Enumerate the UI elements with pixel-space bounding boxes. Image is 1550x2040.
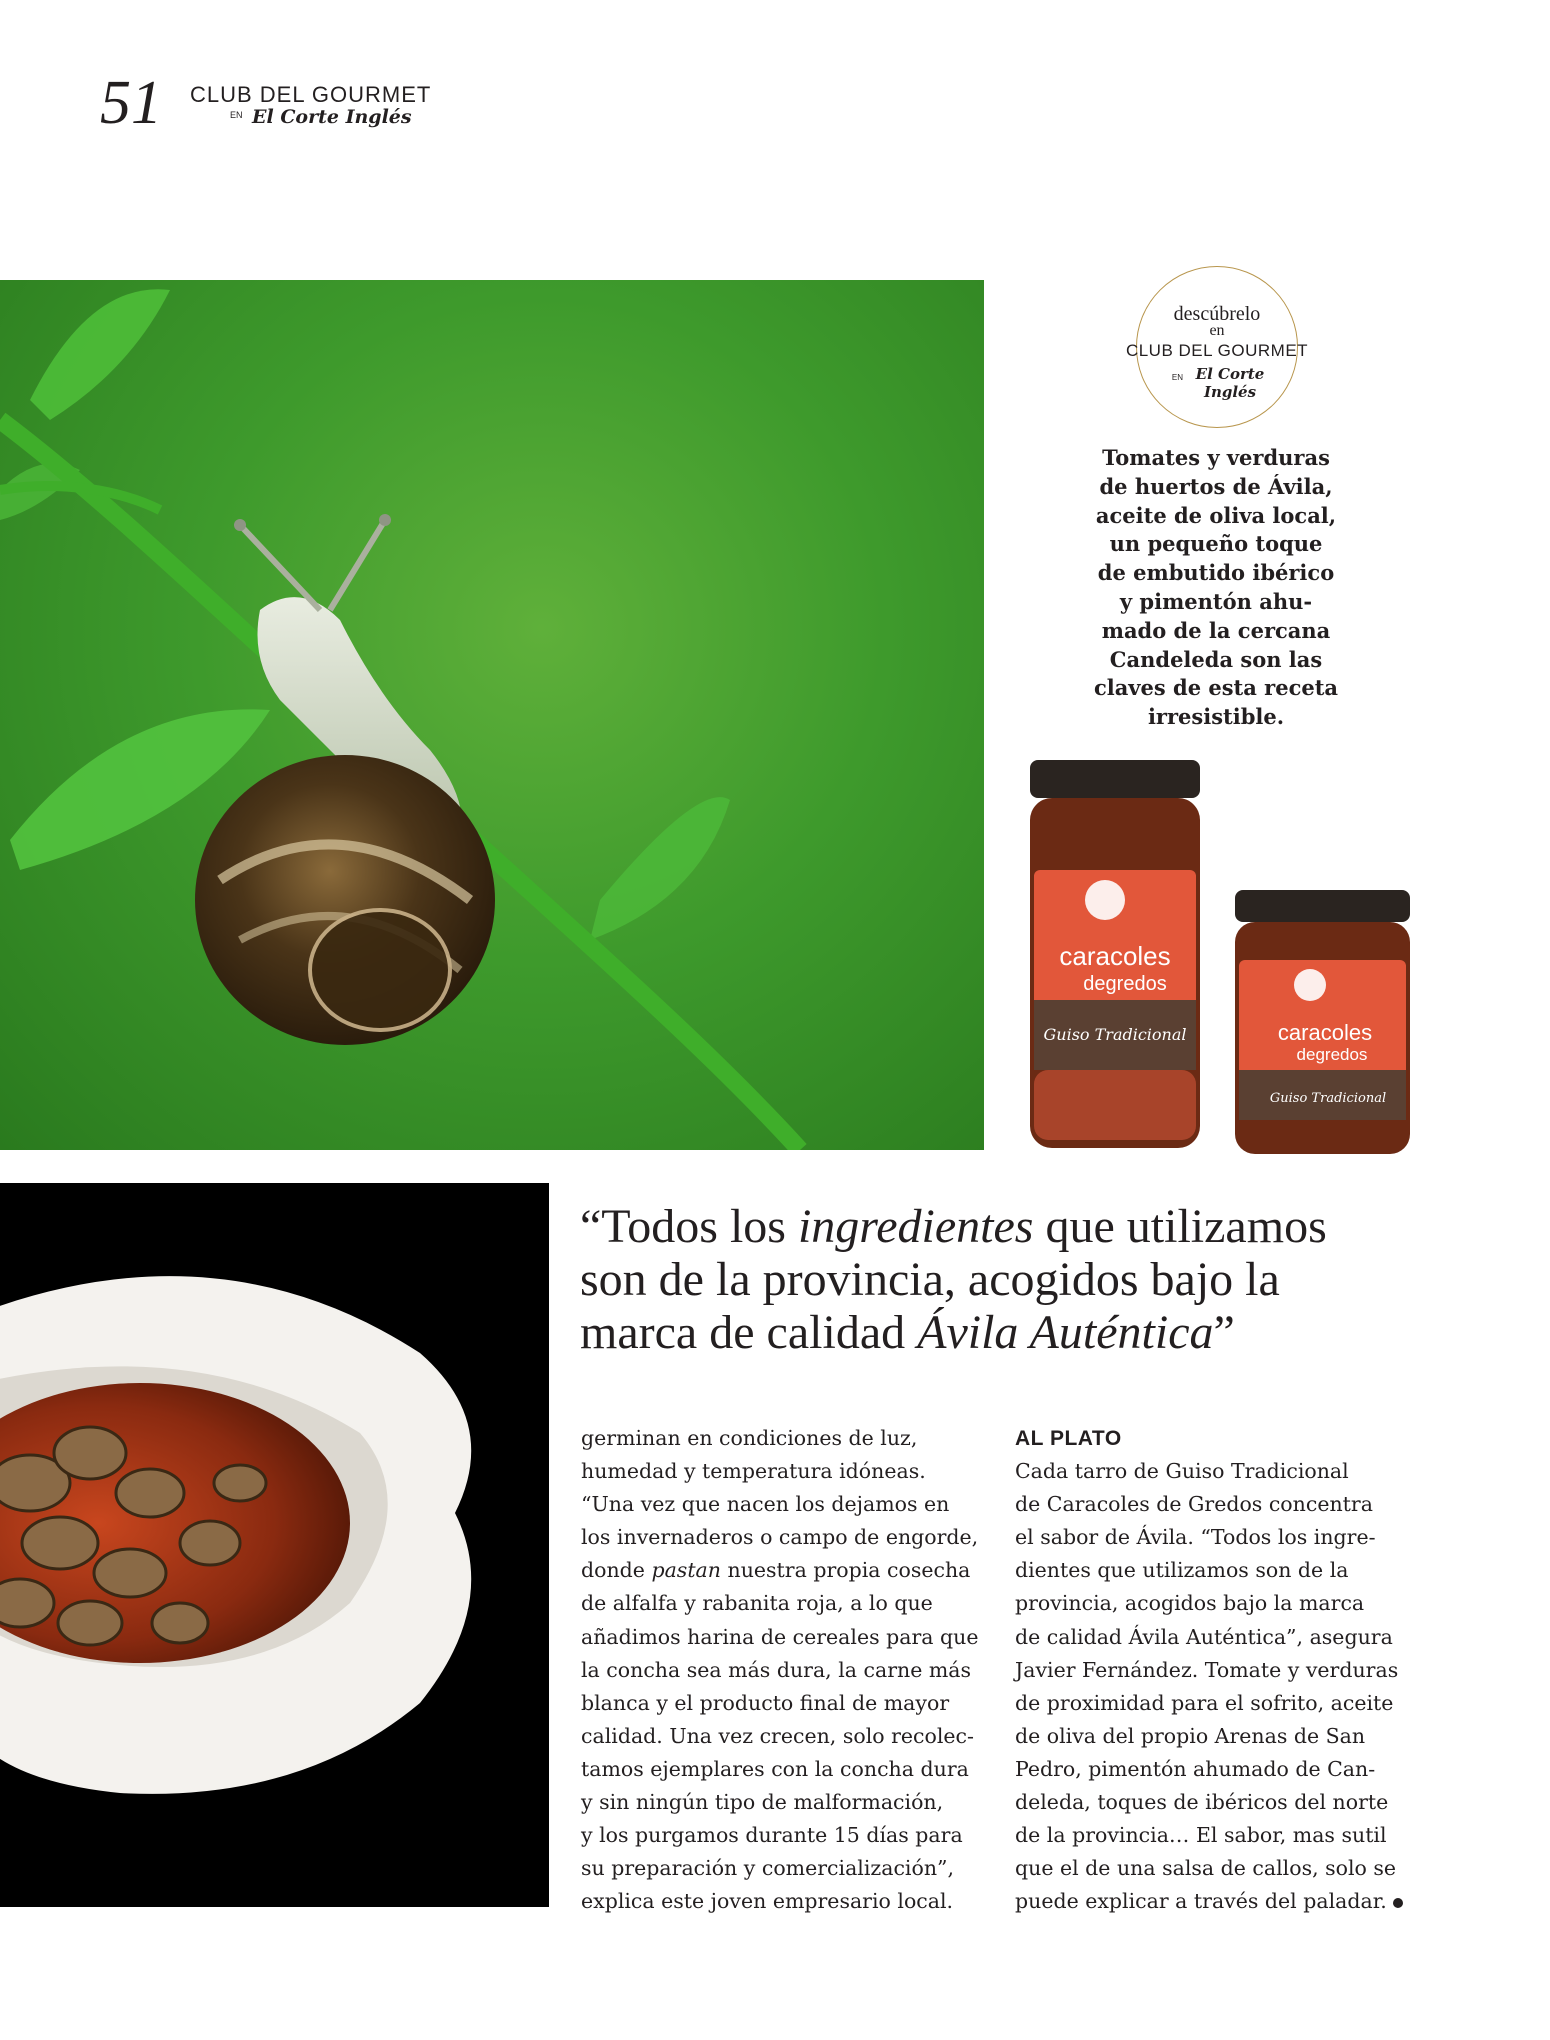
snail-illustration [0,280,984,1150]
body-line: el sabor de Ávila. “Todos los ingre- [1015,1525,1376,1550]
jar-product-name: Guiso Tradicional [1043,1025,1187,1044]
body-line: y sin ningún tipo de malformación, [581,1790,944,1815]
quote-text: marca de calidad [580,1306,918,1359]
body-column-left [581,1422,1001,1918]
body-line: de alfalfa y rabanita roja, a lo que [581,1591,933,1616]
badge-en-text: en [1209,322,1225,339]
body-line: que el de una salsa de callos, solo se [1015,1856,1397,1881]
brand-sub: EN [230,110,243,120]
pull-quote [580,1200,1460,1359]
badge-logo: El Corte Inglés [1195,365,1265,401]
product-jars-photo [1010,750,1430,1170]
body-line: de proximidad para el sofrito, aceite [1015,1690,1394,1715]
body-line: calidad. Una vez crecen, solo recolec- [581,1723,974,1748]
body-line: Cada tarro de Guiso Tradicional [1015,1459,1349,1484]
body-line: provincia, acogidos bajo la marca [1015,1591,1365,1616]
badge-discover-text: descúbrelo [1173,303,1261,325]
body-line: humedad y temperatura idóneas. [581,1459,926,1484]
quote-text: que utilizamos [1033,1200,1327,1253]
promo-line: de embutido ibérico [1097,560,1335,586]
promo-text [1090,444,1342,732]
quote-italic: Ávila Auténtica [917,1306,1214,1359]
promo-line: mado de la cercana [1101,617,1331,643]
promo-line: Tomates y verduras [1102,445,1330,470]
body-line [581,1554,1001,1587]
body-line: su preparación y comercialización”, [581,1856,955,1881]
body-line: deleda, toques de ibéricos del norte [1015,1790,1389,1815]
jar-small-brand-top: caracoles [1277,1020,1373,1045]
end-mark-icon [1393,1898,1403,1908]
jar-small-brand-bottom: degredos [1296,1045,1368,1064]
body-line: la concha sea más dura, la carne más [581,1657,972,1682]
body-line: los invernaderos o campo de engorde, [581,1525,979,1550]
promo-line: y pimentón ahu- [1119,588,1313,614]
body-line: germinan en condiciones de luz, [581,1426,918,1450]
promo-line: aceite de oliva local, [1095,502,1337,528]
badge-small-en: EN [1171,373,1183,382]
body-line: “Una vez que nacen los dejamos en [581,1492,950,1517]
quote-line-1 [580,1200,1460,1253]
body-italic: pastan [651,1558,721,1583]
body-line: explica este joven empresario local. [581,1889,954,1914]
club-del-gourmet-badge [1125,266,1309,428]
body-line: Pedro, pimentón ahumado de Can- [1015,1756,1376,1781]
body-line: de Caracoles de Gredos concentra [1015,1492,1373,1517]
promo-line: Candeleda son las [1109,646,1323,672]
promo-line: de huertos de Ávila, [1099,473,1333,499]
jar-brand-bottom: degredos [1083,973,1167,995]
brand-name: CLUB DEL GOURMET [190,82,432,107]
body-line-last [1015,1885,1435,1918]
brand-logo: El Corte Inglés [252,106,412,128]
promo-line: claves de esta receta [1093,675,1339,701]
jars-illustration [1010,750,1430,1170]
body-line: de oliva del propio Arenas de San [1015,1723,1366,1748]
promo-line: irresistible. [1147,704,1285,730]
body-line: de la provincia… El sabor, mas sutil [1015,1823,1387,1848]
quote-text: “Todos los [580,1200,798,1253]
quote-line-3 [580,1306,1460,1359]
page-number: 51 [100,69,162,137]
body-line: de calidad Ávila Auténtica”, asegura [1015,1624,1393,1649]
bowl-illustration [0,1183,549,1907]
quote-line-2: son de la provincia, acogidos bajo la [580,1253,1280,1306]
snail-stew-bowl-photo [0,1183,549,1907]
snail-on-stem-photo [0,280,984,1150]
badge-brand-text: CLUB DEL GOURMET [1125,341,1309,360]
promo-line: un pequeño toque [1109,531,1323,557]
body-line: y los purgamos durante 15 días para [581,1823,963,1848]
jar-brand-top: caracoles [1059,941,1171,971]
quote-italic: ingredientes [797,1200,1034,1253]
body-text: donde [581,1558,652,1583]
body-line: blanca y el producto final de mayor [581,1690,950,1715]
body-text: puede explicar a través del paladar. [1015,1889,1387,1914]
body-column-right [1015,1422,1435,1918]
jar-small-product-name: Guiso Tradicional [1269,1091,1387,1106]
quote-text: ” [1213,1306,1235,1359]
body-line: Javier Fernández. Tomate y verduras [1015,1657,1399,1682]
body-line: tamos ejemplares con la concha dura [581,1756,969,1781]
section-heading: AL PLATO [1015,1427,1122,1450]
body-line: añadimos harina de cereales para que [581,1624,979,1649]
body-line: dientes que utilizamos son de la [1015,1558,1349,1583]
body-text: nuestra propia cosecha [720,1558,971,1583]
